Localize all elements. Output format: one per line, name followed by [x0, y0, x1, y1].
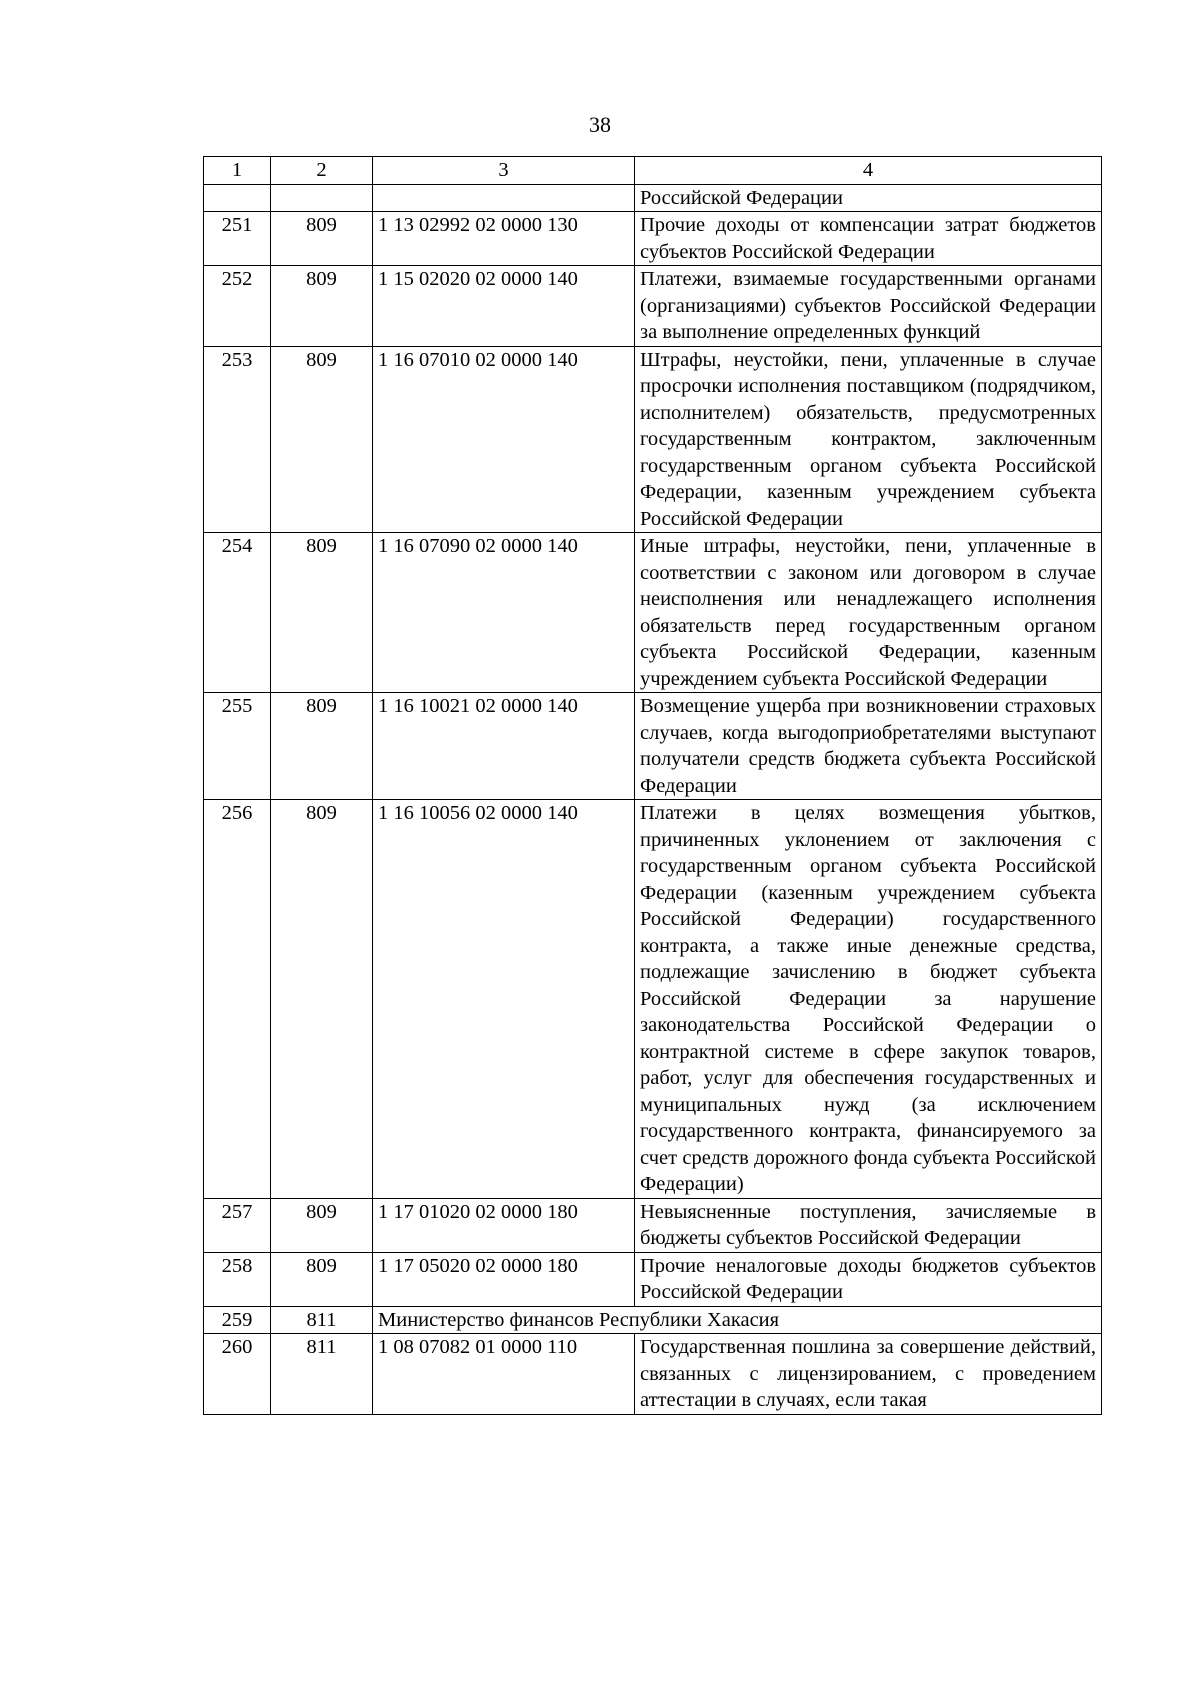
table-row	[204, 266, 1102, 347]
admin-code: 809	[271, 800, 373, 1199]
row-number: 253	[204, 346, 271, 533]
revenue-name: Штрафы, неустойки, пени, уплаченные в случае просрочки исполнения поставщиком (подрядчиком, исполнителем) обязательств, предусмотренных государственным контрактом, заключенным государственным органом субъекта Российской Федерации, казенным учреждением субъекта Российской Федерации	[635, 346, 1102, 533]
table-row	[204, 1198, 1102, 1252]
table-row	[204, 212, 1102, 266]
revenue-name: Иные штрафы, неустойки, пени, уплаченные в соответствии с законом или договором в случае неисполнения или ненадлежащего исполнения обязательств перед государственным органом субъекта Российской Федерации, казенным учреждением субъекта Российской Федерации	[635, 533, 1102, 693]
table-row	[204, 693, 1102, 800]
revenue-name: Платежи, взимаемые государственными органами (организациями) субъектов Российской Федерации за выполнение определенных функций	[635, 266, 1102, 347]
row-number: 258	[204, 1252, 271, 1306]
revenue-name: Государственная пошлина за совершение действий, связанных с лицензированием, с проведением аттестации в случаях, если такая	[635, 1334, 1102, 1415]
revenue-code: 1 16 10056 02 0000 140	[373, 800, 635, 1199]
revenue-code: 1 13 02992 02 0000 130	[373, 212, 635, 266]
empty-cell	[373, 184, 635, 212]
continuation-text: Российской Федерации	[635, 184, 1102, 212]
row-number: 260	[204, 1334, 271, 1415]
admin-code: 809	[271, 693, 373, 800]
revenue-code: 1 17 01020 02 0000 180	[373, 1198, 635, 1252]
revenue-name: Платежи в целях возмещения убытков, причиненных уклонением от заключения с государственным органом субъекта Российской Федерации (казенным учреждением субъекта Российской Федерации) государственного контракта, а также иные денежные средства, подлежащие зачислению в бюджет субъекта Российской Федерации за нарушение законодательства Российской Федерации о контрактной системе в сфере закупок товаров, работ, услуг для обеспечения государственных и муниципальных нужд (за исключением государственного контракта, финансируемого за счет средств дорожного фонда субъекта Российской Федерации)	[635, 800, 1102, 1199]
empty-cell	[271, 184, 373, 212]
table-row	[204, 533, 1102, 693]
revenue-codes-table	[203, 156, 1102, 1415]
table-header-row	[204, 157, 1102, 185]
row-number: 255	[204, 693, 271, 800]
header-col-3: 3	[373, 157, 635, 185]
admin-code: 809	[271, 1252, 373, 1306]
header-col-1: 1	[204, 157, 271, 185]
revenue-code: 1 17 05020 02 0000 180	[373, 1252, 635, 1306]
ministry-title: Министерство финансов Республики Хакасия	[373, 1306, 1102, 1334]
row-number: 252	[204, 266, 271, 347]
admin-code: 809	[271, 266, 373, 347]
revenue-code: 1 15 02020 02 0000 140	[373, 266, 635, 347]
empty-cell	[204, 184, 271, 212]
table-row	[204, 1334, 1102, 1415]
revenue-code: 1 08 07082 01 0000 110	[373, 1334, 635, 1415]
header-col-2: 2	[271, 157, 373, 185]
revenue-code: 1 16 10021 02 0000 140	[373, 693, 635, 800]
row-number: 256	[204, 800, 271, 1199]
revenue-name: Невыясненные поступления, зачисляемые в бюджеты субъектов Российской Федерации	[635, 1198, 1102, 1252]
table-row	[204, 346, 1102, 533]
revenue-code: 1 16 07090 02 0000 140	[373, 533, 635, 693]
revenue-code: 1 16 07010 02 0000 140	[373, 346, 635, 533]
revenue-name: Прочие доходы от компенсации затрат бюджетов субъектов Российской Федерации	[635, 212, 1102, 266]
admin-code: 809	[271, 346, 373, 533]
row-number: 257	[204, 1198, 271, 1252]
admin-code: 809	[271, 1198, 373, 1252]
table-row	[204, 1252, 1102, 1306]
continuation-row	[204, 184, 1102, 212]
admin-code: 809	[271, 212, 373, 266]
row-number: 251	[204, 212, 271, 266]
table-row	[204, 800, 1102, 1199]
admin-code: 811	[271, 1306, 373, 1334]
ministry-row	[204, 1306, 1102, 1334]
header-col-4: 4	[635, 157, 1102, 185]
revenue-name: Возмещение ущерба при возникновении страховых случаев, когда выгодоприобретателями выступают получатели средств бюджета субъекта Российской Федерации	[635, 693, 1102, 800]
row-number: 259	[204, 1306, 271, 1334]
admin-code: 811	[271, 1334, 373, 1415]
admin-code: 809	[271, 533, 373, 693]
page-number: 38	[589, 112, 611, 137]
row-number: 254	[204, 533, 271, 693]
revenue-name: Прочие неналоговые доходы бюджетов субъектов Российской Федерации	[635, 1252, 1102, 1306]
